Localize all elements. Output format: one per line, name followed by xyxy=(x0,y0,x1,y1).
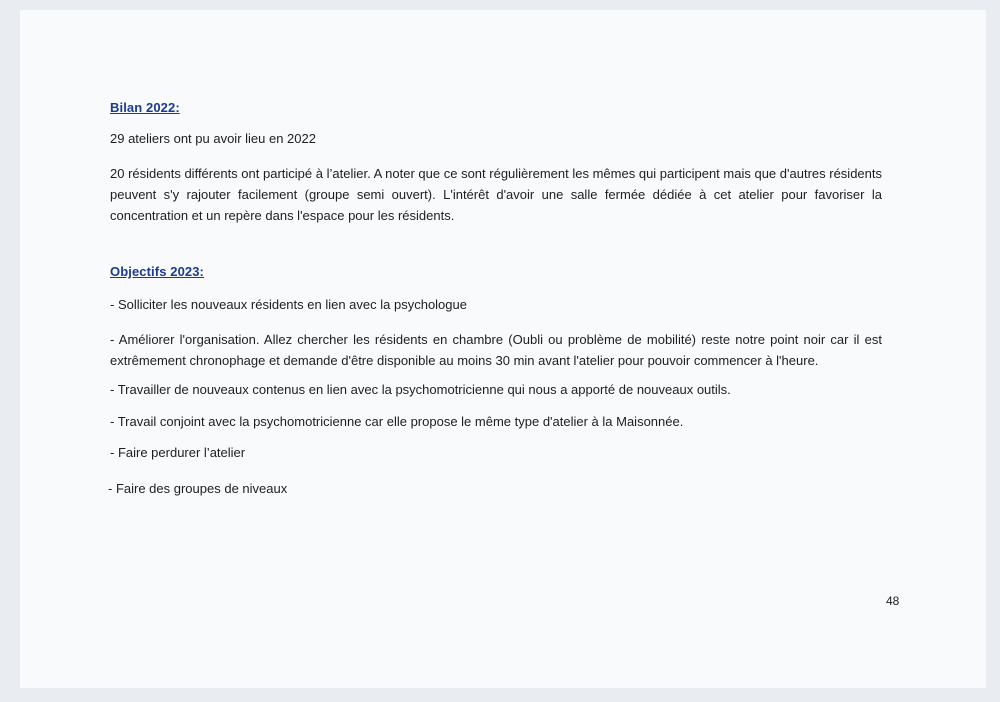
objectif-item: - Solliciter les nouveaux résidents en lien avec la psychologue xyxy=(110,297,467,312)
bilan-heading: Bilan 2022: xyxy=(110,100,180,115)
objectifs-heading: Objectifs 2023: xyxy=(110,264,204,279)
objectif-item: - Travailler de nouveaux contenus en lien avec la psychomotricienne qui nous a apporté de nouveaux outils. xyxy=(110,382,731,397)
page-number: 48 xyxy=(886,594,900,608)
objectif-item: - Travail conjoint avec la psychomotricienne car elle propose le même type d'atelier à la Maisonnée. xyxy=(110,414,684,429)
bilan-ateliers-count: 29 ateliers ont pu avoir lieu en 2022 xyxy=(110,131,316,146)
document-page xyxy=(20,10,986,688)
bilan-paragraph: 20 résidents différents ont participé à l’atelier. A noter que ce sont régulièrement les mêmes qui participent mais que d'autres résidents peuvent s'y rajouter facilement (groupe semi ouvert). L'intérêt d'avoir une salle fermée dédiée à cet atelier pour favoriser la concentration et un repère dans l'espace pour les résidents. xyxy=(110,166,882,223)
objectif-item: - Améliorer l'organisation. Allez chercher les résidents en chambre (Oubli ou problème de mobilité) reste notre point noir car il est extrêmement chronophage et demande d'être disponible au moins 30 min avant l'atelier pour pouvoir commencer à l'heure. xyxy=(110,332,882,368)
objectif-item: - Faire des groupes de niveaux xyxy=(108,481,288,496)
objectif-item: - Faire perdurer l’atelier xyxy=(110,445,246,460)
